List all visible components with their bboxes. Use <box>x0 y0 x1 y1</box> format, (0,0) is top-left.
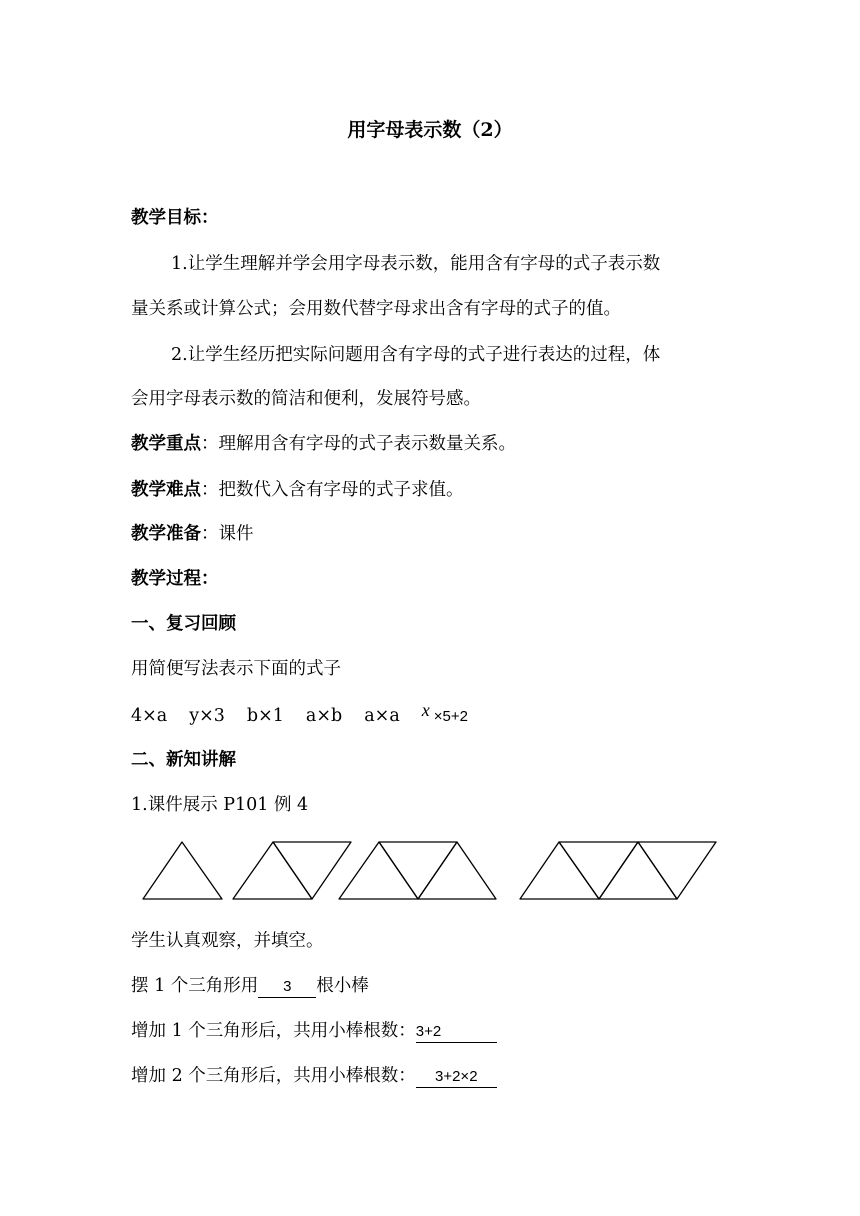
section-1-heading: 一、复习回顾 <box>131 614 236 634</box>
difficulty-label: 教学难点 <box>131 480 201 500</box>
goal-2-line-1: 2.让学生经历把实际问题用含有字母的式子进行表达的过程，体 <box>171 345 661 365</box>
fill-1-answer: 3 <box>258 977 316 998</box>
page-title: 用字母表示数（2） <box>347 119 513 141</box>
fill-1-prefix: 摆 1 个三角形用 <box>131 976 259 996</box>
observe-instruction: 学生认真观察，并填空。 <box>131 931 324 951</box>
goal-1-line-2: 量关系或计算公式；会用数代替字母求出含有字母的式子的值。 <box>131 299 621 319</box>
fill-2-answer: 3+2 <box>416 1022 497 1043</box>
goals-label: 教学目标： <box>131 208 219 228</box>
triangle-group-1 <box>143 842 222 899</box>
expression-item: a×b <box>305 706 343 726</box>
expression-variable: x <box>421 700 430 720</box>
process-label: 教学过程： <box>131 569 219 589</box>
preparation-label: 教学准备 <box>131 524 201 544</box>
goal-2-line-2: 会用字母表示数的简洁和便利，发展符号感。 <box>131 389 481 409</box>
expression-rest: ×5+2 <box>433 708 468 725</box>
key-point-text: ：理解用含有字母的式子表示数量关系。 <box>201 434 516 454</box>
preparation-text: ：课件 <box>201 524 254 544</box>
fill-row-2 <box>131 1019 497 1043</box>
expression-item: a×a <box>364 706 400 726</box>
section-2-item: 1.课件展示 P101 例 4 <box>131 795 309 815</box>
difficulty-text: ：把数代入含有字母的式子求值。 <box>201 480 464 500</box>
expression-item: y×3 <box>189 706 225 726</box>
expression-item: 4×a <box>131 706 168 726</box>
fill-3-answer: 3+2×2 <box>416 1067 497 1088</box>
expression-item: b×1 <box>246 706 284 726</box>
fill-2-prefix: 增加 1 个三角形后，共用小棒根数： <box>131 1021 416 1041</box>
goal-1-line-1: 1.让学生理解并学会用字母表示数，能用含有字母的式子表示数 <box>171 254 661 274</box>
fill-3-prefix: 增加 2 个三角形后，共用小棒根数： <box>131 1066 416 1086</box>
key-point-label: 教学重点 <box>131 434 201 454</box>
triangle-group-4 <box>520 842 716 899</box>
fill-row-1 <box>131 974 369 998</box>
fill-row-3 <box>131 1064 497 1088</box>
triangle-group-2 <box>233 842 351 899</box>
triangle-group-3 <box>339 842 496 899</box>
section-1-instruction: 用简便写法表示下面的式子 <box>131 659 341 679</box>
fill-1-suffix: 根小棒 <box>316 976 369 996</box>
section-2-heading: 二、新知讲解 <box>131 750 236 770</box>
